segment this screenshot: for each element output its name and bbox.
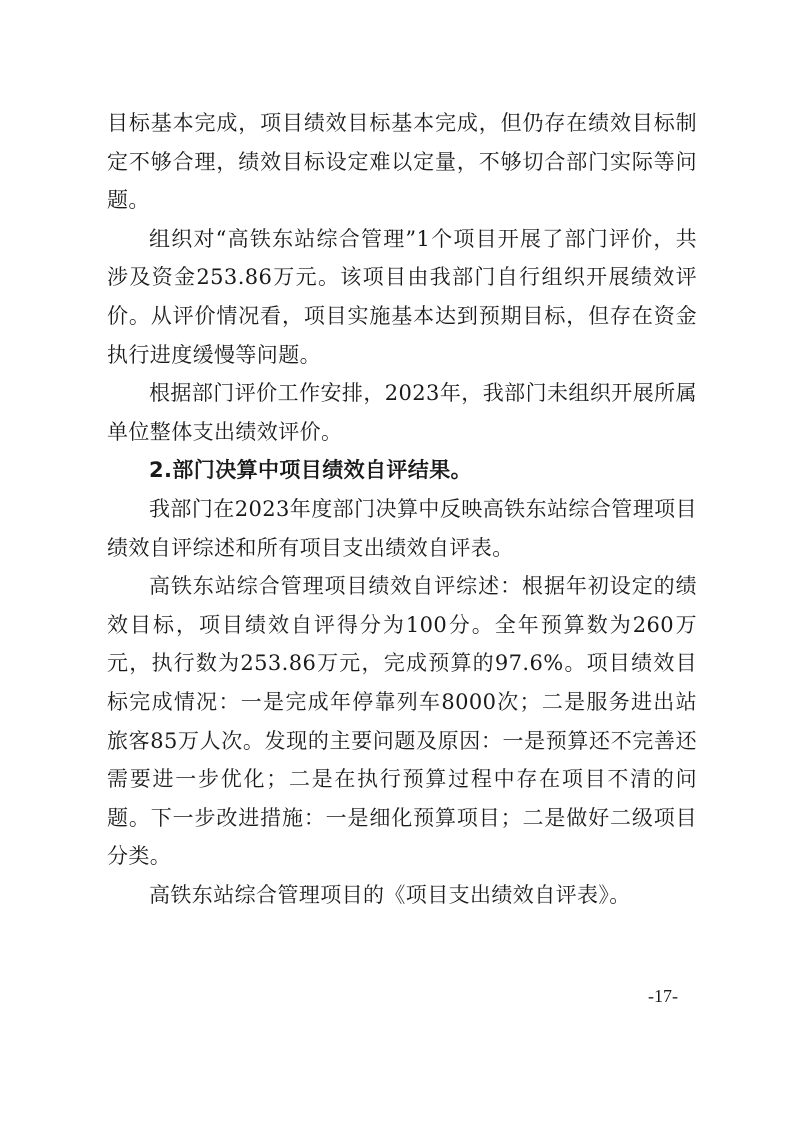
paragraph-6: 高铁东站综合管理项目的《项目支出绩效自评表》。 [149, 882, 631, 907]
paragraph-2: 组织对“高铁东站综合管理”1个项目开展了部门评价，共涉及资金253.86万元。该项目由我部门自行组织开展绩效评价。从评价情况看，项目实施基本达到预期目标，但存在资金执行进度缓慢等问题。 [107, 226, 697, 367]
paragraph-3: 根据部门评价工作安排，2023年，我部门未组织开展所属单位整体支出绩效评价。 [107, 381, 697, 444]
paragraph-5: 高铁东站综合管理项目绩效自评综述：根据年初设定的绩效目标，项目绩效自评得分为100分。全年预算数为260万元，执行数为253.86万元，完成预算的97.6%。项目绩效目标完成情况：一是完成年停靠列车8000次；二是服务进出站旅客85万人次。发现的主要问题及原因：一是预算还不完善还需要进一步优化；二是在执行预算过程中存在项目不清的问题。下一步改进措施：一是细化预算项目；二是做好二级项目分类。 [107, 574, 697, 869]
page-number: -17- [648, 986, 678, 1006]
paragraph-1: 目标基本完成，项目绩效目标基本完成，但仍存在绩效目标制定不够合理，绩效目标设定难以定量，不够切合部门实际等问题。 [107, 111, 697, 213]
section-heading: 2.部门决算中项目绩效自评结果。 [149, 458, 472, 483]
paragraph-4: 我部门在2023年度部门决算中反映高铁东站综合管理项目绩效自评综述和所有项目支出绩效自评表。 [107, 496, 697, 560]
document-body [107, 104, 697, 914]
